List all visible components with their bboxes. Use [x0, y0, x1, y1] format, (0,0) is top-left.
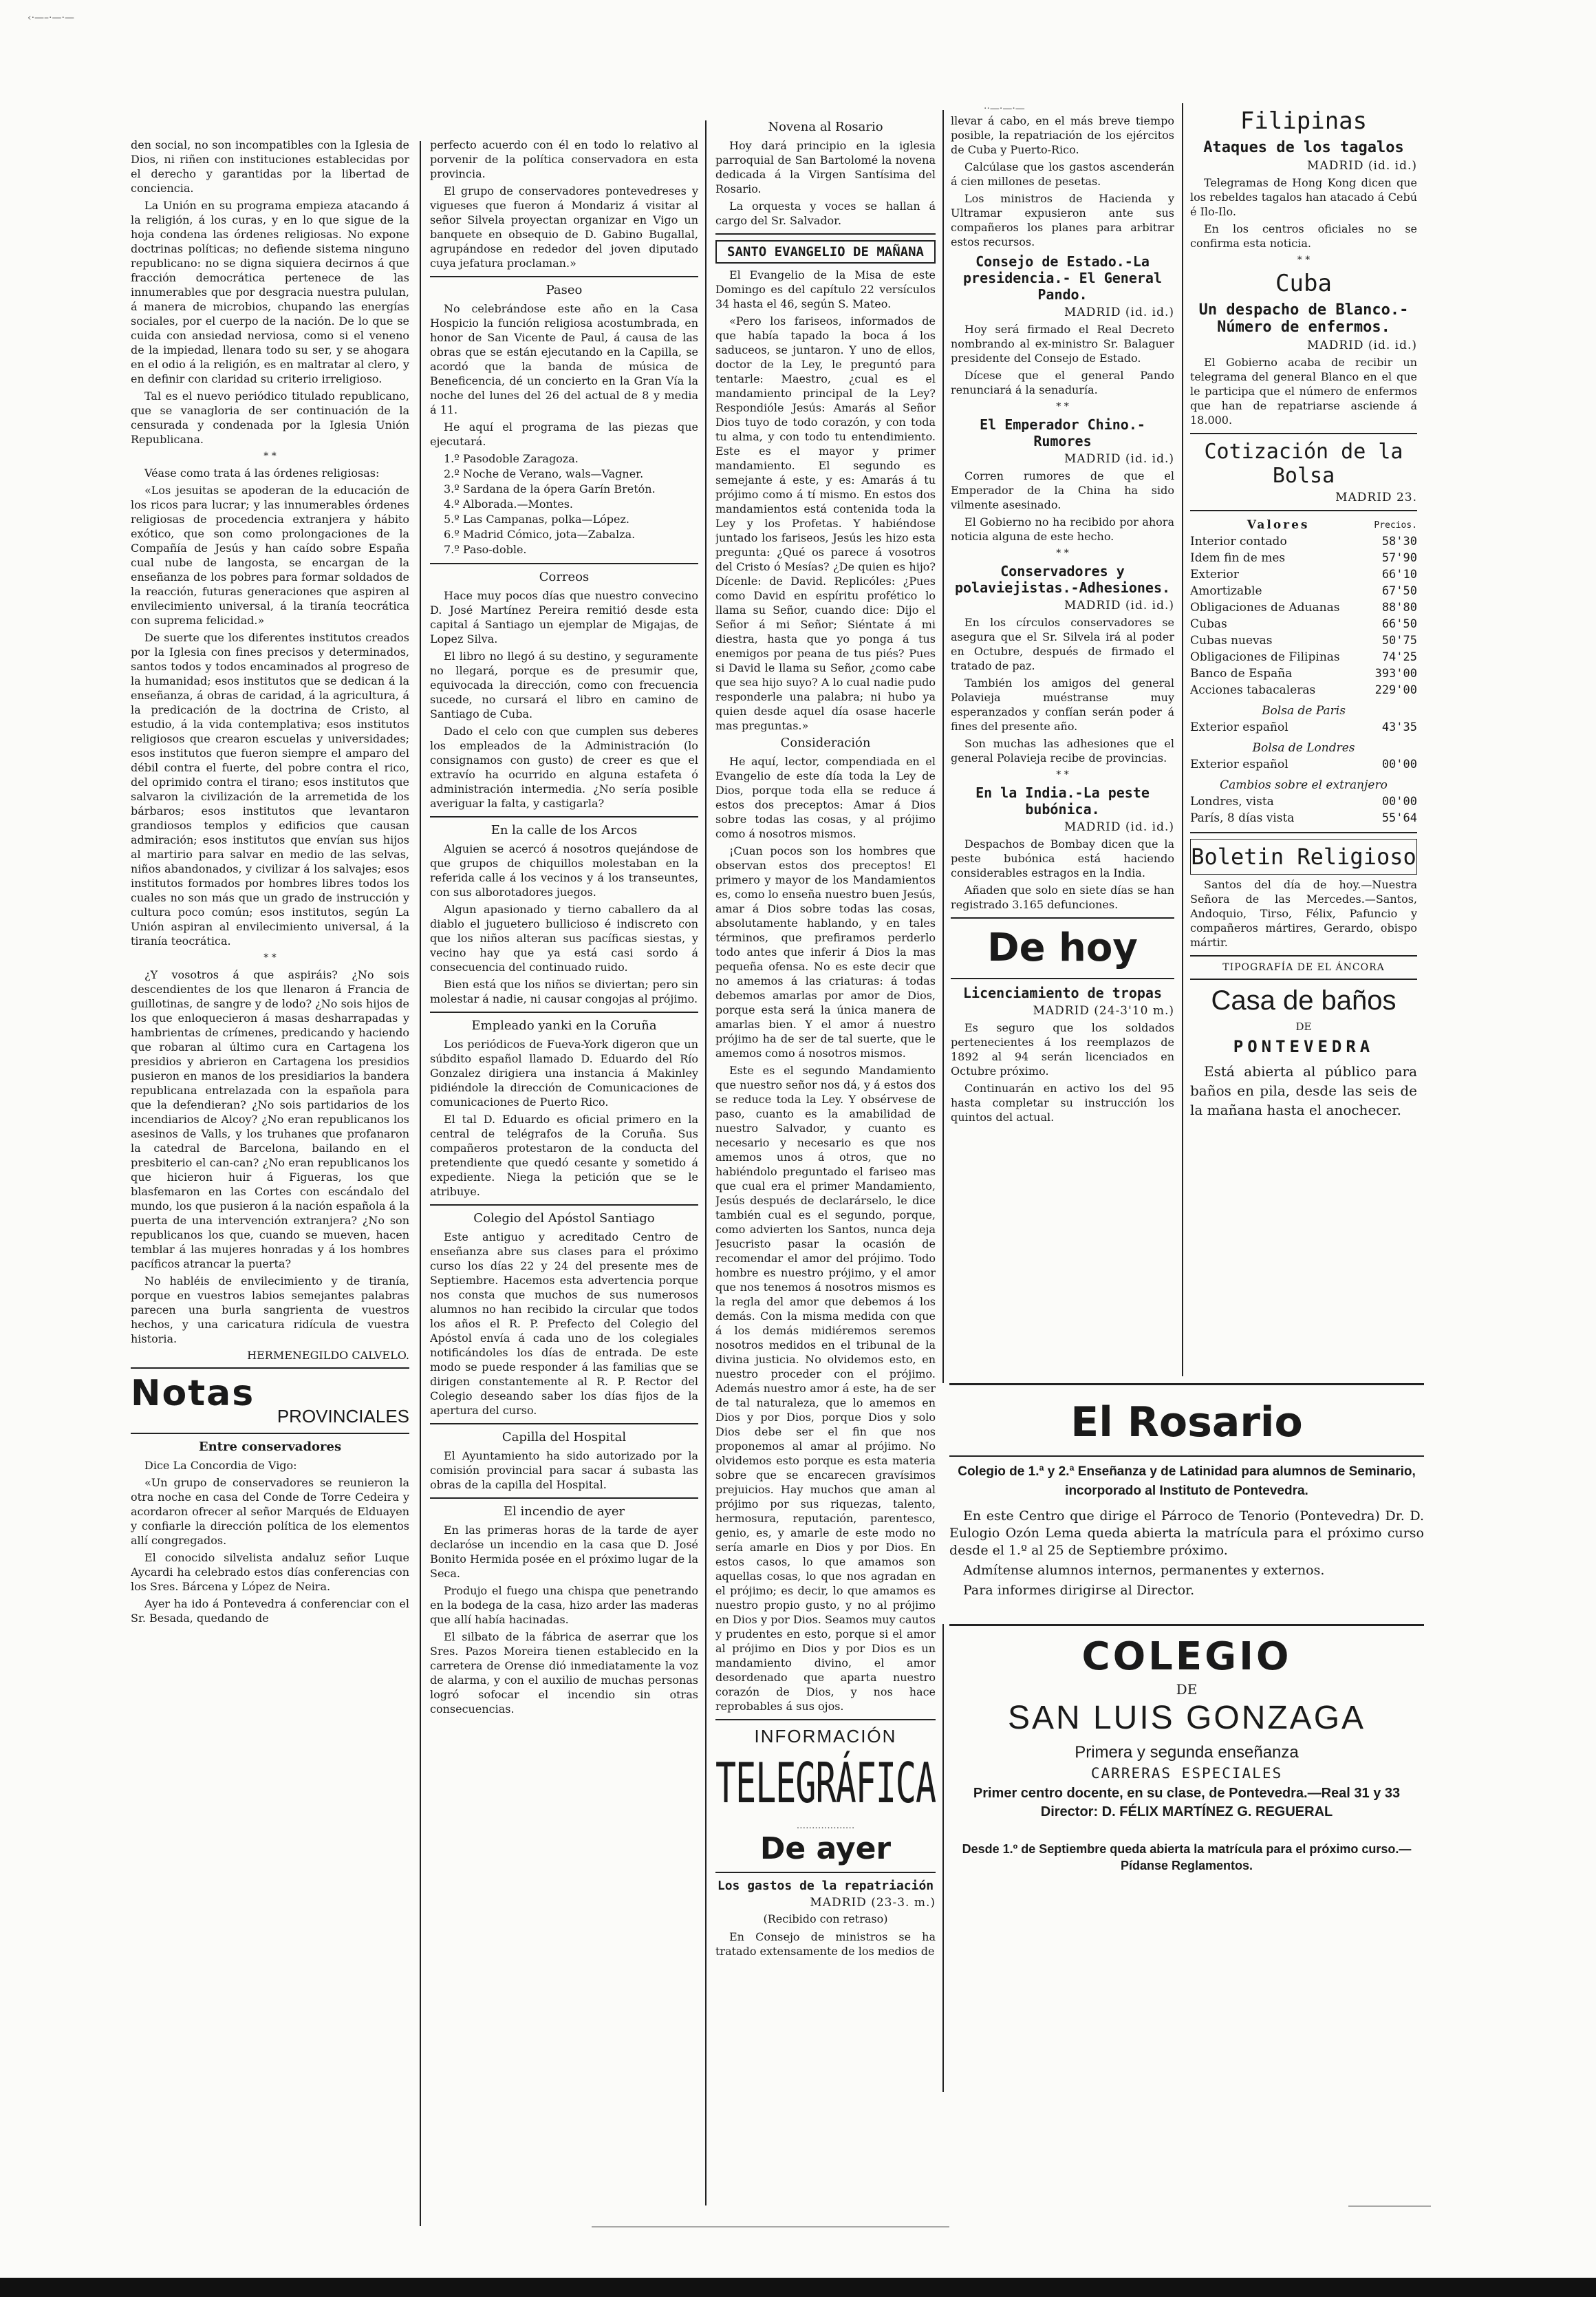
- ad-colegio-san-luis: [949, 1624, 1424, 1984]
- article-paragraph: Son muchas las adhesiones que el general Polavieja recibe de provincias.: [951, 737, 1174, 765]
- row-value: 229'00: [1374, 683, 1417, 697]
- divider: [949, 1455, 1424, 1457]
- article-paragraph: Despachos de Bombay dicen que la peste bubónica está haciendo considerables estragos en la India.: [951, 837, 1174, 879]
- top-scan-mark-left: ‹·—–·—·—: [28, 12, 74, 23]
- article-paragraph: Véase como trata á las órdenes religiosas:: [144, 467, 380, 480]
- row-value: 88'80: [1381, 601, 1417, 615]
- row-value: 66'10: [1381, 568, 1417, 581]
- asterism: * *: [1056, 548, 1069, 559]
- article-paragraph: «Un grupo de conservadores se reunieron la otra noche en casa del Conde de Torre Cedeira y acordaron ofrecer al señor Marqués de Elduayen y confiarle la dirección política de los elementos allí congregados.: [131, 1476, 409, 1547]
- article-paragraph: ¿Y vosotros á que aspiráis? ¿No sois descendientes de los que llenaron á Francia de guillotinas, de sangre y de lodo? ¿No sois hijos de los que enloquecieron á masas desharrapadas y hambrientas de crímenes, predicando y haciendo que robaran al último cura en Cartagena los presidios y abrieron en Cartagena los presidios pusieron en manos de los presidiarios la bandera republicana entrelazada con la española para que la defendieran? ¿No sois partidarios de los incendiarios de Alcoy? ¿No eran republicanos los asesinos de Valls, y los truhanes que profanaron la catedral de Barcelona, bailando en el presbiterio el can-can? ¿No eran republicanos los que hicieron huir á Figueras, los que blasfemaron en las Cortes con escándalo del mundo, los que pusieron á la nación española á la puerta de una intervención extranjera? ¿No son republicanos los que, cuando se mueven, hacen temblar á las mujeres honradas y á los hombres pacíficos atrancar la puerta?: [131, 968, 409, 1270]
- table-row: [1190, 533, 1417, 550]
- bottom-scan-mark: [592, 2226, 949, 2227]
- banos-title: Casa de baños: [1211, 985, 1396, 1016]
- row-name: Obligaciones de Filipinas: [1190, 650, 1340, 664]
- row-name: Acciones tabacaleras: [1190, 683, 1316, 697]
- section-heading: Ataques de los tagalos: [1203, 139, 1404, 156]
- column-3: [715, 117, 936, 2230]
- article-paragraph: Telegramas de Hong Kong dicen que los rebeldes tagalos han atacado á Cebú é Ilo-Ilo.: [1190, 176, 1417, 218]
- dateline: MADRID (id. id.): [1064, 306, 1174, 319]
- divider: [430, 816, 698, 818]
- notas-subtitle: PROVINCIALES: [277, 1406, 409, 1427]
- section-heading: Consideración: [780, 736, 871, 750]
- top-scan-mark-right: ··—·—·—: [984, 103, 1025, 114]
- boletin-title: Boletin Religioso: [1190, 839, 1417, 875]
- section-heading: Correos: [539, 570, 590, 584]
- divider: [430, 1497, 698, 1499]
- section-heading: Colegio del Apóstol Santiago: [473, 1211, 655, 1226]
- article-paragraph: Calcúlase que los gastos ascenderán á cien millones de pesetas.: [951, 160, 1174, 188]
- article-paragraph: También los amigos del general Polavieja muéstranse muy esperanzados y confían serán poder á fines del presente año.: [951, 676, 1174, 733]
- row-name: Amortizable: [1190, 584, 1262, 598]
- row-value: 00'00: [1381, 758, 1417, 771]
- table-row: [1190, 599, 1417, 616]
- article-paragraph: He aquí, lector, compendiada en el Evangelio de este día toda la Ley de Dios, porque toda ella se reduce á estos dos preceptos: Amar á Dios sobre todas las cosas, y al prójimo como á nosotros mismos.: [715, 755, 936, 840]
- article-paragraph: Añaden que solo en siete días se han registrado 3.165 defunciones.: [951, 884, 1174, 911]
- divider: [715, 1872, 936, 1873]
- article-paragraph: Bien está que los niños se diviertan; pero sin molestar á nadie, ni causar congojas al prójimo.: [430, 978, 698, 1005]
- column-header: Precios.: [1374, 520, 1417, 531]
- informacion-label: INFORMACIÓN: [754, 1726, 897, 1746]
- quoted-paragraph: «Los jesuitas se apoderan de la educación de los ricos para lucrar; y las innumerables órdenes religiosas de procedencia extranjera y hábito exótico, que son como prolongaciones de la Compañía de Jesús y han caído sobre España cual nube de langosta, se encargan de la enseñanza de los pobres para formar soldados de la reacción, futuras generaciones que aspiren al envilecimiento universal, á la tiranía teocrática con suprema felicidad.»: [131, 484, 409, 627]
- article-paragraph: No celebrándose este año en la Casa Hospicio la función religiosa acostumbrada, en honor de San Vicente de Paul, á causa de las obras que se están ejecutando en la Capilla, se acordó que la banda de música de Beneficencia, dé un concierto en la Gran Vía la noche del lunes del 26 del actual de 8 y media á 11.: [430, 302, 698, 416]
- dateline: MADRID 23.: [1335, 491, 1417, 504]
- article-paragraph: Ayer ha ido á Pontevedra á conferenciar con el Sr. Besada, quedando de: [131, 1597, 409, 1625]
- divider: [1190, 979, 1417, 980]
- article-paragraph: den social, no son incompatibles con la Iglesia de Dios, ni riñen con instituciones establecidas por el derecho y garantidas por la libertad de conciencia.: [131, 138, 409, 195]
- article-paragraph: Los periódicos de Fueva-York digeron que un súbdito español llamado D. Eduardo del Río Gonzalez dirigiera una instancia á Makinley pidiéndole la dirección de Comunicaciones de comunicaciones de Puerto Rico.: [430, 1038, 698, 1109]
- article-paragraph: El conocido silvelista andaluz señor Luque Aycardi ha celebrado estos días conferencias con los Sres. Bárcena y López de Neira.: [131, 1551, 409, 1593]
- bolsa-subheading: Bolsa de Paris: [1262, 704, 1346, 718]
- article-paragraph: El Ayuntamiento ha sido autorizado por la comisión provincial para sacar á subasta las obras de la capilla del Hospital.: [430, 1449, 698, 1491]
- dateline: MADRID (24-3'10 m.): [1033, 1004, 1174, 1018]
- column-rule-2: [705, 120, 707, 2205]
- colegio-name: SAN LUIS GONZAGA: [1007, 1700, 1366, 1736]
- section-heading: Conservadores y polaviejistas.-Adhesiones.: [954, 563, 1171, 596]
- colegio-line-1: Primera y segunda enseñanza: [1075, 1743, 1299, 1762]
- section-heading: Entre conservadores: [198, 1440, 342, 1454]
- article-paragraph: La orquesta y voces se hallan á cargo del Sr. Salvador.: [715, 200, 936, 227]
- article-paragraph: En este Centro que dirige el Párroco de Tenorio (Pontevedra) Dr. D. Eulogio Ozón Lema queda abierta la matrícula para el próximo curso desde el 1.º al 25 de Septiembre próximo.: [949, 1508, 1424, 1558]
- row-name: Cubas nuevas: [1190, 634, 1273, 648]
- article-paragraph: Dice La Concordia de Vigo:: [144, 1459, 297, 1472]
- row-name: Exterior español: [1190, 720, 1288, 734]
- dateline: MADRID (23-3. m.): [810, 1896, 936, 1910]
- column-rule-4: [1182, 103, 1183, 1376]
- article-paragraph: ¡Cuan pocos son los hombres que observan estos dos preceptos! El primero y mayor de los Mandamientos es, como lo enseña nuestro buen Jesús, amar á Dios sobre todas las cosas, absolutamente hablando, y en tales términos, que prefiramos perderlo todo antes que inferir á Dios la mas pequeña ofensa. No es este decir que no amemos á las criaturas: á todas debemos amarlas por amor de Dios, porque esta será la única manera de amarlas bien. Y el amor á nuestro prójimo ha de ser de tal suerte, que le amemos como á nosotros mismos.: [715, 844, 936, 1060]
- row-value: 393'00: [1374, 667, 1417, 681]
- article-paragraph: El libro no llegó á su destino, y seguramente no llegará, porque es de presumir que, equivocada la dirección, como con frecuencia sucede, no cursará el libro en camino de Santiago de Cuba.: [430, 650, 698, 720]
- article-paragraph: El Evangelio de la Misa de este Domingo es del capítulo 22 versículos 34 hasta el 46, según S. Mateo.: [715, 268, 936, 310]
- article-paragraph: Tal es el nuevo periódico titulado republicano, que se vanagloria de ser continuación de la censurada y condenada por la Iglesia Unión Republicana.: [131, 389, 409, 446]
- article-paragraph: El Gobierno no ha recibido por ahora noticia alguna de este hecho.: [951, 515, 1174, 543]
- colegio-de: DE: [1176, 1681, 1198, 1698]
- divider: [131, 1433, 409, 1434]
- program-item: 5.º Las Campanas, polka—López.: [444, 513, 630, 526]
- table-row: [1190, 719, 1417, 736]
- article-paragraph: En Consejo de ministros se ha tratado extensamente de los medios de: [715, 1930, 936, 1958]
- bolsa-title: Cotización de la Bolsa: [1204, 440, 1403, 488]
- column-5: [1190, 103, 1417, 1383]
- article-paragraph: El grupo de conservadores pontevedreses y vigueses que fueron á Mondariz á visitar al señor Silvela proyectan organizar en Vigo un banquete en obsequio de D. Gabino Bugallal, agrupándose en rededor del joven diputado cuya jefatura proclaman.»: [430, 184, 698, 270]
- row-name: Interior contado: [1190, 535, 1287, 548]
- asterism: * *: [263, 451, 277, 462]
- article-paragraph: Hoy será firmado el Real Decreto nombrando al ex-ministro Sr. Balaguer presidente del Consejo de Estado.: [951, 323, 1174, 365]
- row-value: 00'00: [1381, 795, 1417, 809]
- section-heading: Novena al Rosario: [768, 120, 883, 134]
- article-paragraph: Para informes dirigirse al Director.: [963, 1583, 1195, 1598]
- row-value: 67'50: [1381, 584, 1417, 598]
- table-row: [1190, 649, 1417, 665]
- article-paragraph: Este antiguo y acreditado Centro de enseñanza abre sus clases para el próximo curso los días 22 y 24 del presente mes de Septiembre. Hacemos esta advertencia porque nos consta que muchos de sus numerosos alumnos no han recibido la circular que todos los años el R. P. Prefecto del Colegio del Apóstol envía á cada uno de los colegiales notificándoles los días de entrada. De este modo se puede responder á las familias que se dirigen constantemente al R. P. Rector del Colegio deseando saber los días fijos de la apertura del curso.: [430, 1230, 698, 1417]
- program-item: 1.º Pasodoble Zaragoza.: [444, 452, 579, 465]
- article-paragraph: Continuarán en activo los del 95 hasta completar su instrucción los quintos del actual.: [951, 1082, 1174, 1124]
- article-paragraph: En los círculos conservadores se asegura que el Sr. Silvela irá al poder en Octubre, después de firmado el tratado de paz.: [951, 616, 1174, 672]
- column-rule-ad: [942, 1624, 944, 2092]
- program-item: 7.º Paso-doble.: [444, 543, 527, 556]
- article-paragraph: He aquí el programa de las piezas que ejecutará.: [430, 420, 698, 448]
- article-paragraph: Alguien se acercó á nosotros quejándose de que grupos de chiquillos molestaban en la referida calle á los vecinos y á los transeuntes, con sus alborotadores juegos.: [430, 842, 698, 899]
- table-row: [1190, 583, 1417, 599]
- column-header: Valores: [1247, 518, 1310, 532]
- row-name: Banco de España: [1190, 667, 1293, 681]
- row-value: 55'64: [1381, 811, 1417, 825]
- bottom-edge: [0, 2278, 1596, 2297]
- dateline: MADRID (id. id.): [1064, 599, 1174, 612]
- colegio-line-4: Director: D. FÉLIX MARTÍNEZ G. REGUERAL: [1040, 1804, 1333, 1819]
- asterism: * *: [1056, 401, 1069, 412]
- article-paragraph: Los ministros de Hacienda y Ultramar expusieron ante sus compañeros los planes para arbitrar estos recursos.: [951, 192, 1174, 248]
- colegio-line-2: CARRERAS ESPECIALES: [1090, 1765, 1283, 1782]
- article-paragraph: El silbato de la fábrica de aserrar que los Sres. Pazos Moreira tienen establecido en la carretera de Orense dió inmediatamente la voz de alarma, y con el auxilio de muchas personas logró sofocar el incendio sin otras consecuencias.: [430, 1630, 698, 1716]
- cuba-title: Cuba: [1275, 270, 1332, 297]
- divider: [1190, 433, 1417, 434]
- table-row: [1190, 793, 1417, 810]
- section-heading: Paseo: [546, 283, 583, 297]
- table-row: [1190, 616, 1417, 632]
- notas-title: Notas: [131, 1373, 255, 1414]
- table-row: [1190, 682, 1417, 698]
- program-item: 2.º Noche de Verano, wals—Vagner.: [444, 467, 644, 480]
- tipografia-line: TIPOGRAFÍA DE EL ÁNCORA: [1222, 962, 1385, 973]
- filipinas-title: Filipinas: [1240, 107, 1368, 135]
- rosario-subtitle: Colegio de 1.ª y 2.ª Enseñanza y de Latinidad para alumnos de Seminario, incorporado al Instituto de Pontevedra.: [958, 1464, 1416, 1498]
- section-heading: El Emperador Chino.-Rumores: [980, 416, 1145, 449]
- bolsa-subheading: Cambios sobre el extranjero: [1220, 778, 1388, 792]
- table-row: [1190, 566, 1417, 583]
- colegio-title: COLEGIO: [1081, 1634, 1292, 1679]
- section-heading: Licenciamiento de tropas: [963, 985, 1162, 1001]
- table-row: [1190, 550, 1417, 566]
- section-heading: En la calle de los Arcos: [490, 823, 638, 837]
- section-heading: Consejo de Estado.-La presidencia.- El General Pando.: [963, 253, 1162, 303]
- row-name: Idem fin de mes: [1190, 551, 1286, 565]
- divider: [1190, 510, 1417, 511]
- divider: [1190, 832, 1417, 833]
- article-paragraph: Es seguro que los soldados pertenecientes á los reemplazos de 1892 al 94 serán licenciados en Octubre próximo.: [951, 1021, 1174, 1078]
- bolsa-table: [1190, 517, 1417, 826]
- subnote: (Recibido con retraso): [763, 1912, 888, 1925]
- asterism: * *: [1056, 769, 1069, 780]
- divider: [131, 1367, 409, 1369]
- section-heading: En la India.-La peste bubónica.: [975, 784, 1150, 818]
- column-4: [951, 114, 1174, 1387]
- section-heading: Empleado yanki en la Coruña: [471, 1018, 657, 1033]
- divider: [430, 276, 698, 277]
- article-paragraph: Corren rumores de que el Emperador de la China ha sido vilmente asesinado.: [951, 469, 1174, 511]
- article-paragraph: Dado el celo con que cumplen sus deberes los empleados de la Administración (lo consignamos con gusto) de creer es que el extravío ha ocurrido en alguna estafeta ó administración intermedia. ¿No sería posible averiguar la falta, y castigarla?: [430, 725, 698, 810]
- rosario-title: El Rosario: [1070, 1398, 1303, 1446]
- program-item: 4.º Alborada.—Montes.: [444, 498, 573, 511]
- row-value: 43'35: [1381, 720, 1417, 734]
- program-list: [444, 451, 698, 557]
- section-heading: Un despacho de Blanco.-Número de enfermos.: [1198, 301, 1409, 336]
- bolsa-subheading: Bolsa de Londres: [1252, 741, 1355, 755]
- article-paragraph: llevar á cabo, en el más breve tiempo posible, la repatriación de los ejércitos de Cuba y Puerto-Rico.: [951, 114, 1174, 156]
- ad-el-rosario: [949, 1383, 1424, 1619]
- colegio-line-3: Primer centro docente, en su clase, de Pontevedra.—Real 31 y 33: [973, 1786, 1401, 1801]
- row-value: 50'75: [1381, 634, 1417, 648]
- divider: [430, 1012, 698, 1013]
- quoted-paragraph: «Pero los fariseos, informados de que había tapado la boca á los saduceos, se juntaron. Y uno de ellos, doctor de la Ley, le preguntó para tentarle: Maestro, ¿cual es el mandamiento principal de la Ley? Respondióle Jesús: Amarás al Señor Dios tuyo de todo corazón, y con toda tu alma, y con todo tu entendimiento. Este es el mayor y primer mandamiento. El segundo es semejante á este, y es: Amarás á tu prójimo como á tí mismo. En estos dos mandamientos está contenida toda la Ley y los Profetas. Y habiéndose juntado los fariseos, Jesús les hizo esta pregunta: ¿Qué os parece á vosotros del Cristo ó Mesías? ¿De quien es hijo? Dícenle: de David. Replicóles: ¿Pues como David en espíritu profético lo llama su Señor, cuando dice: Dijo el Señor á mi Señor; Siéntate á mi diestra, hasta que yo ponga á tus enemigos por peana de tus piés? Pues si David le llama su Señor, ¿como cabe que sea hijo suyo? A lo cual nadie pudo responderle una palabra; ni hubo ya quien desde aquel día osase hacerle mas preguntas.»: [715, 314, 936, 732]
- info-dotted-line: ...................: [796, 1820, 855, 1831]
- banos-de: DE: [1295, 1021, 1312, 1033]
- divider: [1190, 955, 1417, 957]
- divider: [430, 1423, 698, 1424]
- article-paragraph: perfecto acuerdo con él en todo lo relativo al porvenir de la política conservadora en esta provincia.: [430, 138, 698, 180]
- article-paragraph: Este es el segundo Mandamiento que nuestro señor nos dá, y á estos dos se reduce toda la Ley. Y obsérvese de paso, cuanto es la amabilidad de nuestro Salvador, y cuanto es necesario y necesario es que nos amemos unos á otros, que no habiéndolo preguntado el fariseo mas que cual era el primer Mandamiento, Jesús después de declarárselo, le dice también cual es el segundo, porque, como advierten los Santos, nunca deja Jesucristo pasar la ocasión de recomendar el amor del prójimo. Todo hombre es nuestro prójimo, y el amor que nos tenemos á nosotros mismos es la regla del amor que debemos á los demás. Con la misma medida con que á los demás midiéremos seremos nosotros medidos en el tribunal de la divina justicia. No olvidemos esto, en nuestro proceder con el prójimo. Además nuestro amor á este, ha de ser de tal naturaleza, que lo amemos en Dios y por Dios, porque Dios y solo Dios debe ser el fin que nos proponemos al amar al prójimo. No olvidemos esto porque es esta materia sobre que se encarecen gravísimos prejuicios. Hay muchos que aman al prójimo por sus riquezas, talento, hermosura, reputación, parentesco, genio, es, y amarle de este modo no sería amarle en Dios y por Dios. En estos casos, lo que amamos son aquellas cosas, lo que nos agradan en el prójimo; es decir, lo que amamos es nuestro propio gusto, y no al prójimo en Dios y por Dios. Seamos muy cautos y prudentes en esto, porque si el amor al prójimo en Dios y por Dios es un mandamiento divino, el amor desordenado que aparta nuestro corazón de Dios, y nos hace reprobables á sus ojos.: [715, 1064, 936, 1713]
- table-row: [1190, 810, 1417, 826]
- program-item: 6.º Madrid Cómico, jota—Zabalza.: [444, 528, 636, 541]
- dateline: MADRID (id. id.): [1307, 339, 1417, 352]
- section-heading: El incendio de ayer: [503, 1504, 625, 1519]
- column-2: [430, 138, 698, 2236]
- row-name: Obligaciones de Aduanas: [1190, 601, 1340, 615]
- banos-city: PONTEVEDRA: [1233, 1037, 1374, 1056]
- signature: HERMENEGILDO CALVELO.: [247, 1349, 409, 1362]
- table-row: [1190, 665, 1417, 682]
- column-rule-1: [420, 141, 421, 2226]
- telegrafica-title: TELEGRÁFICA: [715, 1751, 936, 1816]
- table-header-row: [1190, 517, 1417, 533]
- table-row: [1190, 632, 1417, 649]
- section-heading: Capilla del Hospital: [502, 1430, 627, 1444]
- row-value: 74'25: [1381, 650, 1417, 664]
- row-name: París, 8 días vista: [1190, 811, 1295, 825]
- article-paragraph: Produjo el fuego una chispa que penetrando en la bodega de la casa, hizo arder las maderas que allí había hacinadas.: [430, 1584, 698, 1626]
- dateline: MADRID (id. id.): [1064, 452, 1174, 466]
- article-paragraph: Algun apasionado y tierno caballero da al diablo el juguetero bullicioso é indiscreto con que los niños alteran sus pacíficas siestas, y vecino hay que ya está casi sordo á consecuencia del continuado ruido.: [430, 903, 698, 974]
- column-rule-3: [942, 110, 944, 1383]
- article-paragraph: El Gobierno acaba de recibir un telegrama del general Blanco en el que le participa que el número de enfermos que han de repatriarse asciende á 18.000.: [1190, 356, 1417, 427]
- article-paragraph: Está abierta al público para baños en pila, desde las seis de la mañana hasta el anochecer.: [1190, 1063, 1417, 1118]
- row-value: 66'50: [1381, 617, 1417, 631]
- row-value: 57'90: [1381, 551, 1417, 565]
- article-paragraph: La Unión en su programa empieza atacando á la religión, á los curas, y en lo que sigue de la hoja condena las órdenes religiosas. No expone doctrinas políticas; no defiende sistema ninguno republicano: no se digna siquiera decirnos á que fracción democrática pertenece de las innumerables que por desgracia nuestra pululan, á manera de microbios, chupando las energías sociales, por el cuerpo de la nación. De lo que se cuida con ansiedad nerviosa, como si el veneno de la impiedad, llenara todo su ser, y se ahogara en el odio á la religión, es en maltratar al clero, y en definir con claridad su criterio irreligioso.: [131, 199, 409, 385]
- divider: [430, 563, 698, 564]
- table-row: [1190, 756, 1417, 773]
- section-heading: Los gastos de la repatriación: [717, 1879, 934, 1893]
- section-heading: SANTO EVANGELIO DE MAÑANA: [715, 240, 936, 264]
- asterism: * *: [263, 952, 277, 963]
- article-paragraph: Hoy dará principio en la iglesia parroquial de San Bartolomé la novena dedicada á la Virgen Santísima del Rosario.: [715, 139, 936, 195]
- divider: [715, 1719, 936, 1720]
- row-name: Cubas: [1190, 617, 1227, 631]
- article-paragraph: Hace muy pocos días que nuestro convecino D. José Martínez Pereira remitió desde esta capital á Santiago un ejemplar de Migajas, de Lopez Silva.: [430, 589, 698, 645]
- article-paragraph: En los centros oficiales no se confirma esta noticia.: [1190, 222, 1417, 250]
- column-1: [131, 138, 409, 2236]
- asterism: * *: [1297, 255, 1311, 266]
- article-paragraph: De suerte que los diferentes institutos creados por la Iglesia con fines precisos y determinados, santos todos y todos encaminados al progreso de la humanidad; esos institutos que se dedican á la enseñanza, á obras de caridad, á la agricultura, á la predicación de la doctrina de Cristo, al estudio, á la vida contemplativa; esos institutos religiosos que crearon escuelas y universidades; esos institutos que fueron siempre el amparo del débil contra el fuerte, del pobre contra el rico, del oprimido contra el tirano; esos institutos que salvaron la civilización de la arremetida de los bárbaros; esos institutos que levantaron grandiosos templos y edificios que causan admiración; esos institutos que envían sus hijos al martirio para salvar en medio de las selvas, niños abandonados, y civilizar á los salvajes; esos institutos formados por hombres libres todos los cuales no son más que un grado de instrucción y cultura poco común; esos institutos, según La Unión aspiran al envilecimiento universal, á la tiranía teocrática.: [131, 631, 409, 948]
- divider: [951, 978, 1174, 979]
- row-name: Exterior español: [1190, 758, 1288, 771]
- article-paragraph: Santos del día de hoy.—Nuestra Señora de las Mercedes.—Santos, Andoquio, Tirso, Félix, Pafuncio y compañeros mártires, Gerardo, obispo mártir.: [1190, 878, 1417, 949]
- row-name: Exterior: [1190, 568, 1239, 581]
- de-ayer-title: De ayer: [759, 1831, 892, 1866]
- divider: [715, 233, 936, 235]
- de-hoy-title: De hoy: [987, 926, 1138, 970]
- article-paragraph: En las primeras horas de la tarde de ayer declaróse un incendio en la casa que D. José Bonito Hermida posée en el próximo lugar de la Seca.: [430, 1524, 698, 1580]
- article-paragraph: No habléis de envilecimiento y de tiranía, porque en vuestros labios semejantes palabras parecen una burla sangrienta de vuestros hechos, y una caricatura ridícula de vuestra historia.: [131, 1274, 409, 1345]
- row-name: Londres, vista: [1190, 795, 1274, 809]
- colegio-line-5: Desde 1.º de Septiembre queda abierta la matrícula para el próximo curso.—Pídanse Reglamentos.: [962, 1842, 1412, 1872]
- divider: [951, 917, 1174, 919]
- divider: [430, 1204, 698, 1206]
- program-item: 3.º Sardana de la ópera Garín Bretón.: [444, 482, 656, 495]
- dateline: MADRID (id. id.): [1064, 820, 1174, 834]
- row-value: 58'30: [1381, 535, 1417, 548]
- article-paragraph: El tal D. Eduardo es oficial primero en la central de telégrafos de la Coruña. Sus compañeros protestaron de la conducta del pretendiente que quedó cesante y sometido á expediente. Niega la petición que se le atribuye.: [430, 1113, 698, 1198]
- article-paragraph: Dícese que el general Pando renunciará á la senaduría.: [951, 369, 1174, 396]
- bottom-scan-mark: [1348, 2205, 1431, 2207]
- dateline: MADRID (id. id.): [1307, 159, 1417, 173]
- article-paragraph: Admítense alumnos internos, permanentes y externos.: [963, 1563, 1325, 1578]
